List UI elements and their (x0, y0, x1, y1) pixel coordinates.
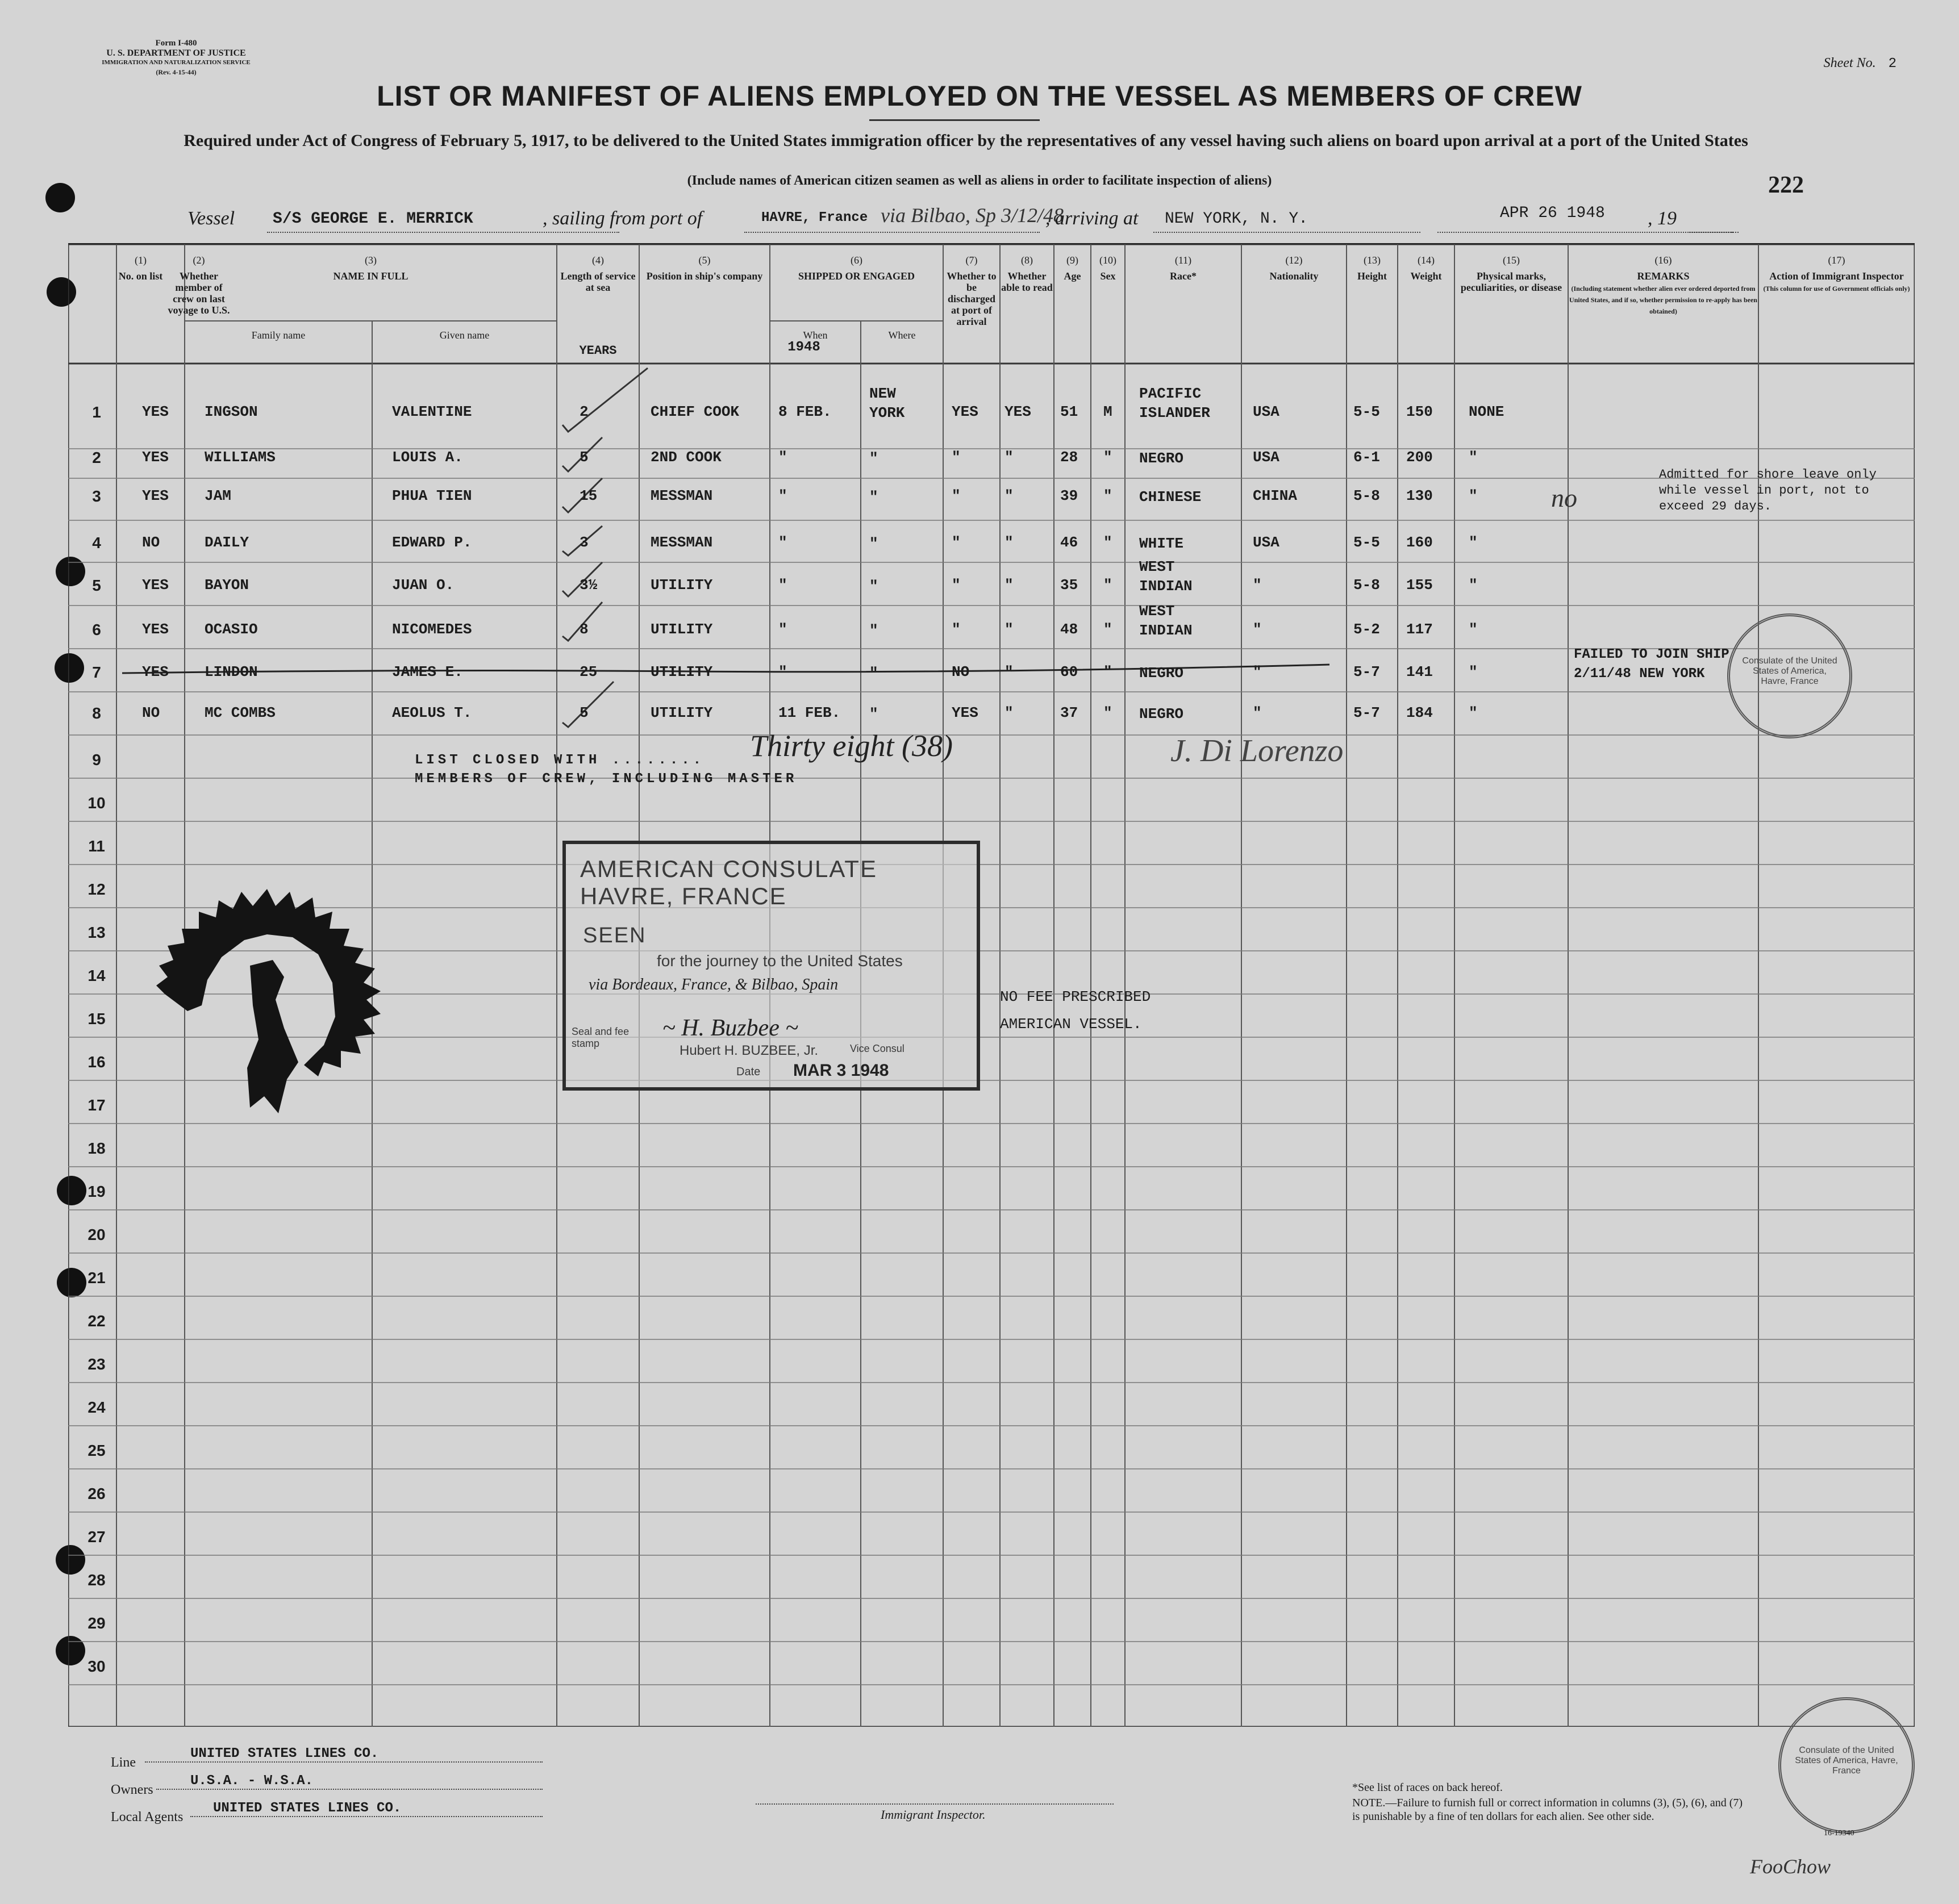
vessel-line (187, 204, 1733, 236)
cell-years: 2 (580, 403, 589, 420)
col-header-family: Family name (251, 329, 306, 341)
cell-height: 5-7 (1353, 663, 1380, 680)
cell-sex: M (1103, 403, 1112, 420)
cell-no: 2 (92, 449, 101, 466)
handwritten-count: Thirty eight (38) (750, 729, 953, 763)
cell-sex: " (1103, 449, 1112, 466)
col-header-sex: (10) Sex (1099, 254, 1116, 282)
cell-weight: 155 (1406, 577, 1433, 594)
cell-years: 5 (580, 449, 589, 466)
cell-age: 35 (1060, 577, 1078, 594)
cell-weight: 184 (1406, 704, 1433, 721)
row-number: 16 (87, 1053, 106, 1071)
cell-last: NO (142, 534, 160, 551)
cell-given: AEOLUS T. (392, 704, 472, 721)
cell-marks: " (1469, 704, 1478, 721)
cell-race: WHITE (1139, 535, 1184, 552)
cell-height: 5-5 (1353, 403, 1380, 420)
cell-age: 60 (1060, 663, 1078, 680)
cell-given: JAMES E. (392, 663, 463, 680)
cell-position: UTILITY (651, 704, 713, 721)
cell-race: PACIFIC ISLANDER (1139, 385, 1210, 421)
cell-given: NICOMEDES (392, 621, 472, 638)
cell-family: WILLIAMS (205, 449, 276, 466)
col-header-name: (3) NAME IN FULL (333, 254, 409, 282)
cell-when: " (778, 487, 787, 504)
col-header-discharged: (7) Whether to be discharged at port of arrival (947, 254, 997, 327)
agents-label: Local Agents (111, 1810, 184, 1824)
handwritten-footnote: FooChow (1750, 1855, 1831, 1878)
cell-read: " (1004, 621, 1014, 638)
row-number: 17 (87, 1096, 106, 1114)
col-header-where: Where (888, 329, 916, 341)
subnote: (Include names of American citizen seamen as well as aliens in order to facilitate inspection of aliens) (687, 173, 1272, 188)
consulate-seal-icon: Consulate of the United States of America, Havre, France (1778, 1697, 1915, 1834)
cell-discharged: NO (952, 663, 970, 680)
cell-sex: " (1103, 534, 1112, 551)
cell-nationality: " (1253, 663, 1262, 680)
cell-position: 2ND COOK (651, 449, 722, 466)
cell-discharged: " (952, 534, 961, 551)
cell-position: MESSMAN (651, 534, 713, 551)
cell-last: YES (142, 449, 169, 466)
cell-age: 51 (1060, 403, 1078, 420)
cell-read: " (1004, 534, 1014, 551)
sheet-label: Sheet No. (1823, 56, 1876, 70)
cell-where: " (869, 665, 878, 682)
cell-family: INGSON (205, 403, 258, 420)
cell-no: 4 (92, 534, 101, 552)
arrival-date: APR 26 1948 (1500, 204, 1605, 222)
cell-marks: " (1469, 663, 1478, 680)
vessel-label: Vessel (187, 208, 235, 229)
cell-sex: " (1103, 621, 1112, 638)
cell-last: YES (142, 621, 169, 638)
col-header-year: 1948 (787, 340, 820, 355)
cell-where: " (869, 535, 878, 552)
cell-height: 5-7 (1353, 704, 1380, 721)
cell-family: DAILY (205, 534, 249, 551)
cell-sex: " (1103, 663, 1112, 680)
page-number: 222 (1768, 172, 1804, 198)
cell-nationality: " (1253, 621, 1262, 638)
cell-nationality: USA (1253, 403, 1279, 420)
cell-nationality: CHINA (1253, 487, 1298, 504)
inspector-label: Immigrant Inspector. (881, 1807, 986, 1822)
cell-when: " (778, 534, 787, 551)
penalty-note: NOTE.—Failure to furnish full or correct information in columns (3), (5), (6), and (7) is punishable by a fine of ten dollars for each alien. See other side. (1352, 1797, 1743, 1823)
cell-given: VALENTINE (392, 403, 472, 420)
cell-family: OCASIO (205, 621, 258, 638)
row-number: 23 (87, 1355, 106, 1373)
cell-years: 15 (580, 487, 598, 504)
cell-position: UTILITY (651, 577, 713, 594)
cell-years: 3 (580, 534, 589, 551)
sheet-number (1824, 56, 1897, 72)
cell-when: " (778, 449, 787, 466)
fee-note-line1: NO FEE PRESCRIBED (1000, 988, 1151, 1005)
cell-last: YES (142, 577, 169, 594)
remark-row7: FAILED TO JOIN SHIP 2/11/48 NEW YORK (1574, 647, 1729, 682)
cell-weight: 117 (1406, 621, 1433, 638)
cell-where: " (869, 622, 878, 639)
embossed-seal-icon (153, 880, 398, 1125)
cell-sex: " (1103, 577, 1112, 594)
cell-last: NO (142, 704, 160, 721)
sheet-value: 2 (1888, 56, 1897, 72)
cell-years: 25 (580, 663, 598, 680)
cell-weight: 200 (1406, 449, 1433, 466)
cell-read: " (1004, 663, 1014, 680)
owners-label: Owners (111, 1782, 153, 1797)
cell-position: UTILITY (651, 621, 713, 638)
line-value: UNITED STATES LINES CO. (145, 1746, 543, 1763)
cell-sex: " (1103, 704, 1112, 721)
cell-height: 6-1 (1353, 449, 1380, 466)
cell-nationality: " (1253, 577, 1262, 594)
page-title: LIST OR MANIFEST OF ALIENS EMPLOYED ON THE VESSEL AS MEMBERS OF CREW (377, 80, 1582, 112)
row-number: 15 (87, 1010, 106, 1028)
cell-years: 5 (580, 704, 589, 721)
cell-discharged: " (952, 621, 961, 638)
cell-height: 5-8 (1353, 487, 1380, 504)
cell-discharged: " (952, 577, 961, 594)
row-number: 10 (87, 794, 106, 812)
cell-where: " (869, 488, 878, 506)
cell-where: " (869, 578, 878, 595)
cell-race: WEST INDIAN (1139, 603, 1193, 639)
remark-row3: Admitted for shore leave only while vessel in port, not to exceed 29 days. (1659, 467, 1877, 513)
cell-given: LOUIS A. (392, 449, 463, 466)
cell-no: 3 (92, 487, 101, 505)
cell-race: WEST INDIAN (1139, 558, 1193, 595)
cell-read: " (1004, 577, 1014, 594)
cell-when: " (778, 621, 787, 638)
cell-race: NEGRO (1139, 665, 1184, 682)
closing-signature: J. Di Lorenzo (1170, 733, 1344, 769)
owners-value: U.S.A. - W.S.A. (156, 1773, 543, 1790)
row-number: 22 (87, 1312, 106, 1330)
cell-family: MC COMBS (205, 704, 276, 721)
cell-weight: 150 (1406, 403, 1433, 420)
row-number: 24 (87, 1398, 106, 1416)
cell-marks: NONE (1469, 403, 1504, 420)
row-number: 11 (88, 837, 105, 855)
cell-discharged: " (952, 487, 961, 504)
cell-marks: " (1469, 621, 1478, 638)
races-note: *See list of races on back hereof. (1352, 1781, 1503, 1794)
arriving-label: , arriving at (1045, 208, 1139, 229)
sailing-port: HAVRE, France (761, 210, 868, 226)
cell-age: 48 (1060, 621, 1078, 638)
cell-where: NEW YORK (869, 385, 905, 421)
col-header-nationality: (12) Nationality (1269, 254, 1319, 282)
row-number: 25 (87, 1442, 106, 1459)
row-number: 28 (87, 1571, 106, 1589)
form-department: U. S. DEPARTMENT OF JUSTICE (106, 48, 246, 58)
cell-age: 28 (1060, 449, 1078, 466)
cell-race: NEGRO (1139, 450, 1184, 467)
col-header-years-unit: YEARS (579, 344, 617, 358)
col-header-action: (17) Action of Immigrant Inspector (This column for use of Government officials only) (1763, 254, 1910, 293)
consulate-seal-icon: Consulate of the United States of America, Havre, France (1727, 613, 1852, 738)
subtitle: Required under Act of Congress of February 5, 1917, to be delivered to the United States immigration officer by the representatives of any vessel having such aliens on board upon arrival at a port of the United States (184, 131, 1748, 150)
col-header-shipped: (6) SHIPPED OR ENGAGED (798, 254, 915, 282)
arriving-port: NEW YORK, N. Y. (1165, 210, 1308, 228)
row-number: 21 (87, 1269, 106, 1287)
row-number: 12 (87, 880, 106, 898)
form-number: Form I-480 (155, 39, 197, 48)
line-label: Line (111, 1755, 136, 1770)
col-header-last-voyage: (2) Whether member of crew on last voyage to U.S. (168, 254, 230, 316)
cell-no: 1 (92, 403, 101, 421)
consulate-stamp: AMERICAN CONSULATE HAVRE, FRANCE SEEN for the journey to the United States via Bordeaux, France, & Bilbao, Spain Seal and fee stamp ~ H. Buzbee ~ Hubert H. BUZBEE, Jr. Vice Consul Date MAR 3 1948 (562, 841, 980, 1091)
cell-given: EDWARD P. (392, 534, 472, 551)
cell-years: 8 (580, 621, 589, 638)
row-number: 19 (87, 1183, 106, 1200)
cell-marks: " (1469, 487, 1478, 504)
cell-read: " (1004, 704, 1014, 721)
row-number: 18 (87, 1139, 106, 1157)
cell-given: JUAN O. (392, 577, 455, 594)
cell-read: YES (1004, 403, 1031, 420)
cell-position: UTILITY (651, 663, 713, 680)
year-label: , 19 (1648, 208, 1677, 229)
sailing-label: , sailing from port of (543, 208, 703, 229)
cell-sex: " (1103, 487, 1112, 504)
col-header-remarks: (16) REMARKS (Including statement whether alien ever ordered deported from United States, and if so, whether permission to re-apply has been obtained) (1569, 254, 1757, 315)
cell-no: 5 (92, 577, 101, 594)
cell-age: 37 (1060, 704, 1078, 721)
cell-discharged: " (952, 449, 961, 466)
row-number: 20 (87, 1226, 106, 1243)
col-header-position: (5) Position in ship's company (646, 254, 763, 282)
row-number: 27 (87, 1528, 106, 1546)
col-header-given: Given name (439, 329, 490, 341)
cell-position: CHIEF COOK (651, 403, 740, 420)
cell-height: 5-8 (1353, 577, 1380, 594)
cell-where: " (869, 450, 878, 467)
cell-given: PHUA TIEN (392, 487, 472, 504)
row-number: 9 (92, 751, 101, 769)
cell-age: 46 (1060, 534, 1078, 551)
cell-race: NEGRO (1139, 705, 1184, 723)
cell-weight: 141 (1406, 663, 1433, 680)
cell-age: 39 (1060, 487, 1078, 504)
col-header-weight: (14) Weight (1410, 254, 1442, 282)
col-header-height: (13) Height (1357, 254, 1387, 282)
list-closed-line: LIST CLOSED WITH ........ (415, 753, 705, 768)
row-number: 13 (87, 924, 106, 941)
form-service: IMMIGRATION AND NATURALIZATION SERVICE (102, 59, 251, 66)
cell-discharged: YES (952, 403, 978, 420)
col-header-no: (1) No. on list (118, 254, 163, 282)
cell-no: 6 (92, 621, 101, 638)
cell-marks: " (1469, 577, 1478, 594)
vessel-name: S/S GEORGE E. MERRICK (273, 210, 473, 228)
form-info (68, 39, 284, 77)
cell-when: 8 FEB. (778, 403, 832, 420)
cell-weight: 130 (1406, 487, 1433, 504)
handwritten-via: via Bilbao, Sp 3/12/48 (881, 204, 1064, 227)
cell-where: " (869, 705, 878, 723)
cell-when: 11 FEB. (778, 704, 841, 721)
form-revision: (Rev. 4-15-44) (156, 68, 197, 76)
cell-discharged: YES (952, 704, 978, 721)
cell-no: 8 (92, 704, 101, 722)
cell-nationality: " (1253, 704, 1262, 721)
col-header-marks: (15) Physical marks, peculiarities, or disease (1460, 254, 1562, 293)
col-header-read: (8) Whether able to read (1001, 254, 1053, 293)
col-header-years: (4) Length of service at sea (560, 254, 636, 293)
cell-nationality: USA (1253, 449, 1279, 466)
cell-family: BAYON (205, 577, 249, 594)
row-number: 29 (87, 1614, 106, 1632)
cell-when: " (778, 577, 787, 594)
cell-weight: 160 (1406, 534, 1433, 551)
cell-race: CHINESE (1139, 488, 1202, 506)
cell-height: 5-2 (1353, 621, 1380, 638)
fee-note-line2: AMERICAN VESSEL. (1000, 1016, 1142, 1033)
col-header-when: When (803, 329, 828, 341)
cell-family: JAM (205, 487, 231, 504)
row-number: 30 (87, 1657, 106, 1675)
cell-read: " (1004, 449, 1014, 466)
cell-marks: " (1469, 449, 1478, 466)
cell-last: YES (142, 487, 169, 504)
cell-last: YES (142, 403, 169, 420)
cell-years: 3½ (580, 577, 598, 594)
cell-nationality: USA (1253, 534, 1279, 551)
agents-value: UNITED STATES LINES CO. (190, 1801, 543, 1817)
cell-last: YES (142, 663, 169, 680)
cell-when: " (778, 663, 787, 680)
col-header-race: (11) Race* (1170, 254, 1197, 282)
cell-position: MESSMAN (651, 487, 713, 504)
cell-marks: " (1469, 534, 1478, 551)
row-number: 14 (87, 967, 106, 984)
cell-read: " (1004, 487, 1014, 504)
cell-no: 7 (92, 663, 101, 681)
cell-height: 5-5 (1353, 534, 1380, 551)
remark-row3-mark: no (1551, 483, 1577, 512)
members-line: MEMBERS OF CREW, INCLUDING MASTER (415, 771, 798, 787)
form-code: 16-19340 (1824, 1829, 1854, 1838)
title-rule (869, 119, 1040, 121)
col-header-age: (9) Age (1064, 254, 1081, 282)
row-number: 26 (87, 1485, 106, 1502)
cell-family: LINDON (205, 663, 258, 680)
